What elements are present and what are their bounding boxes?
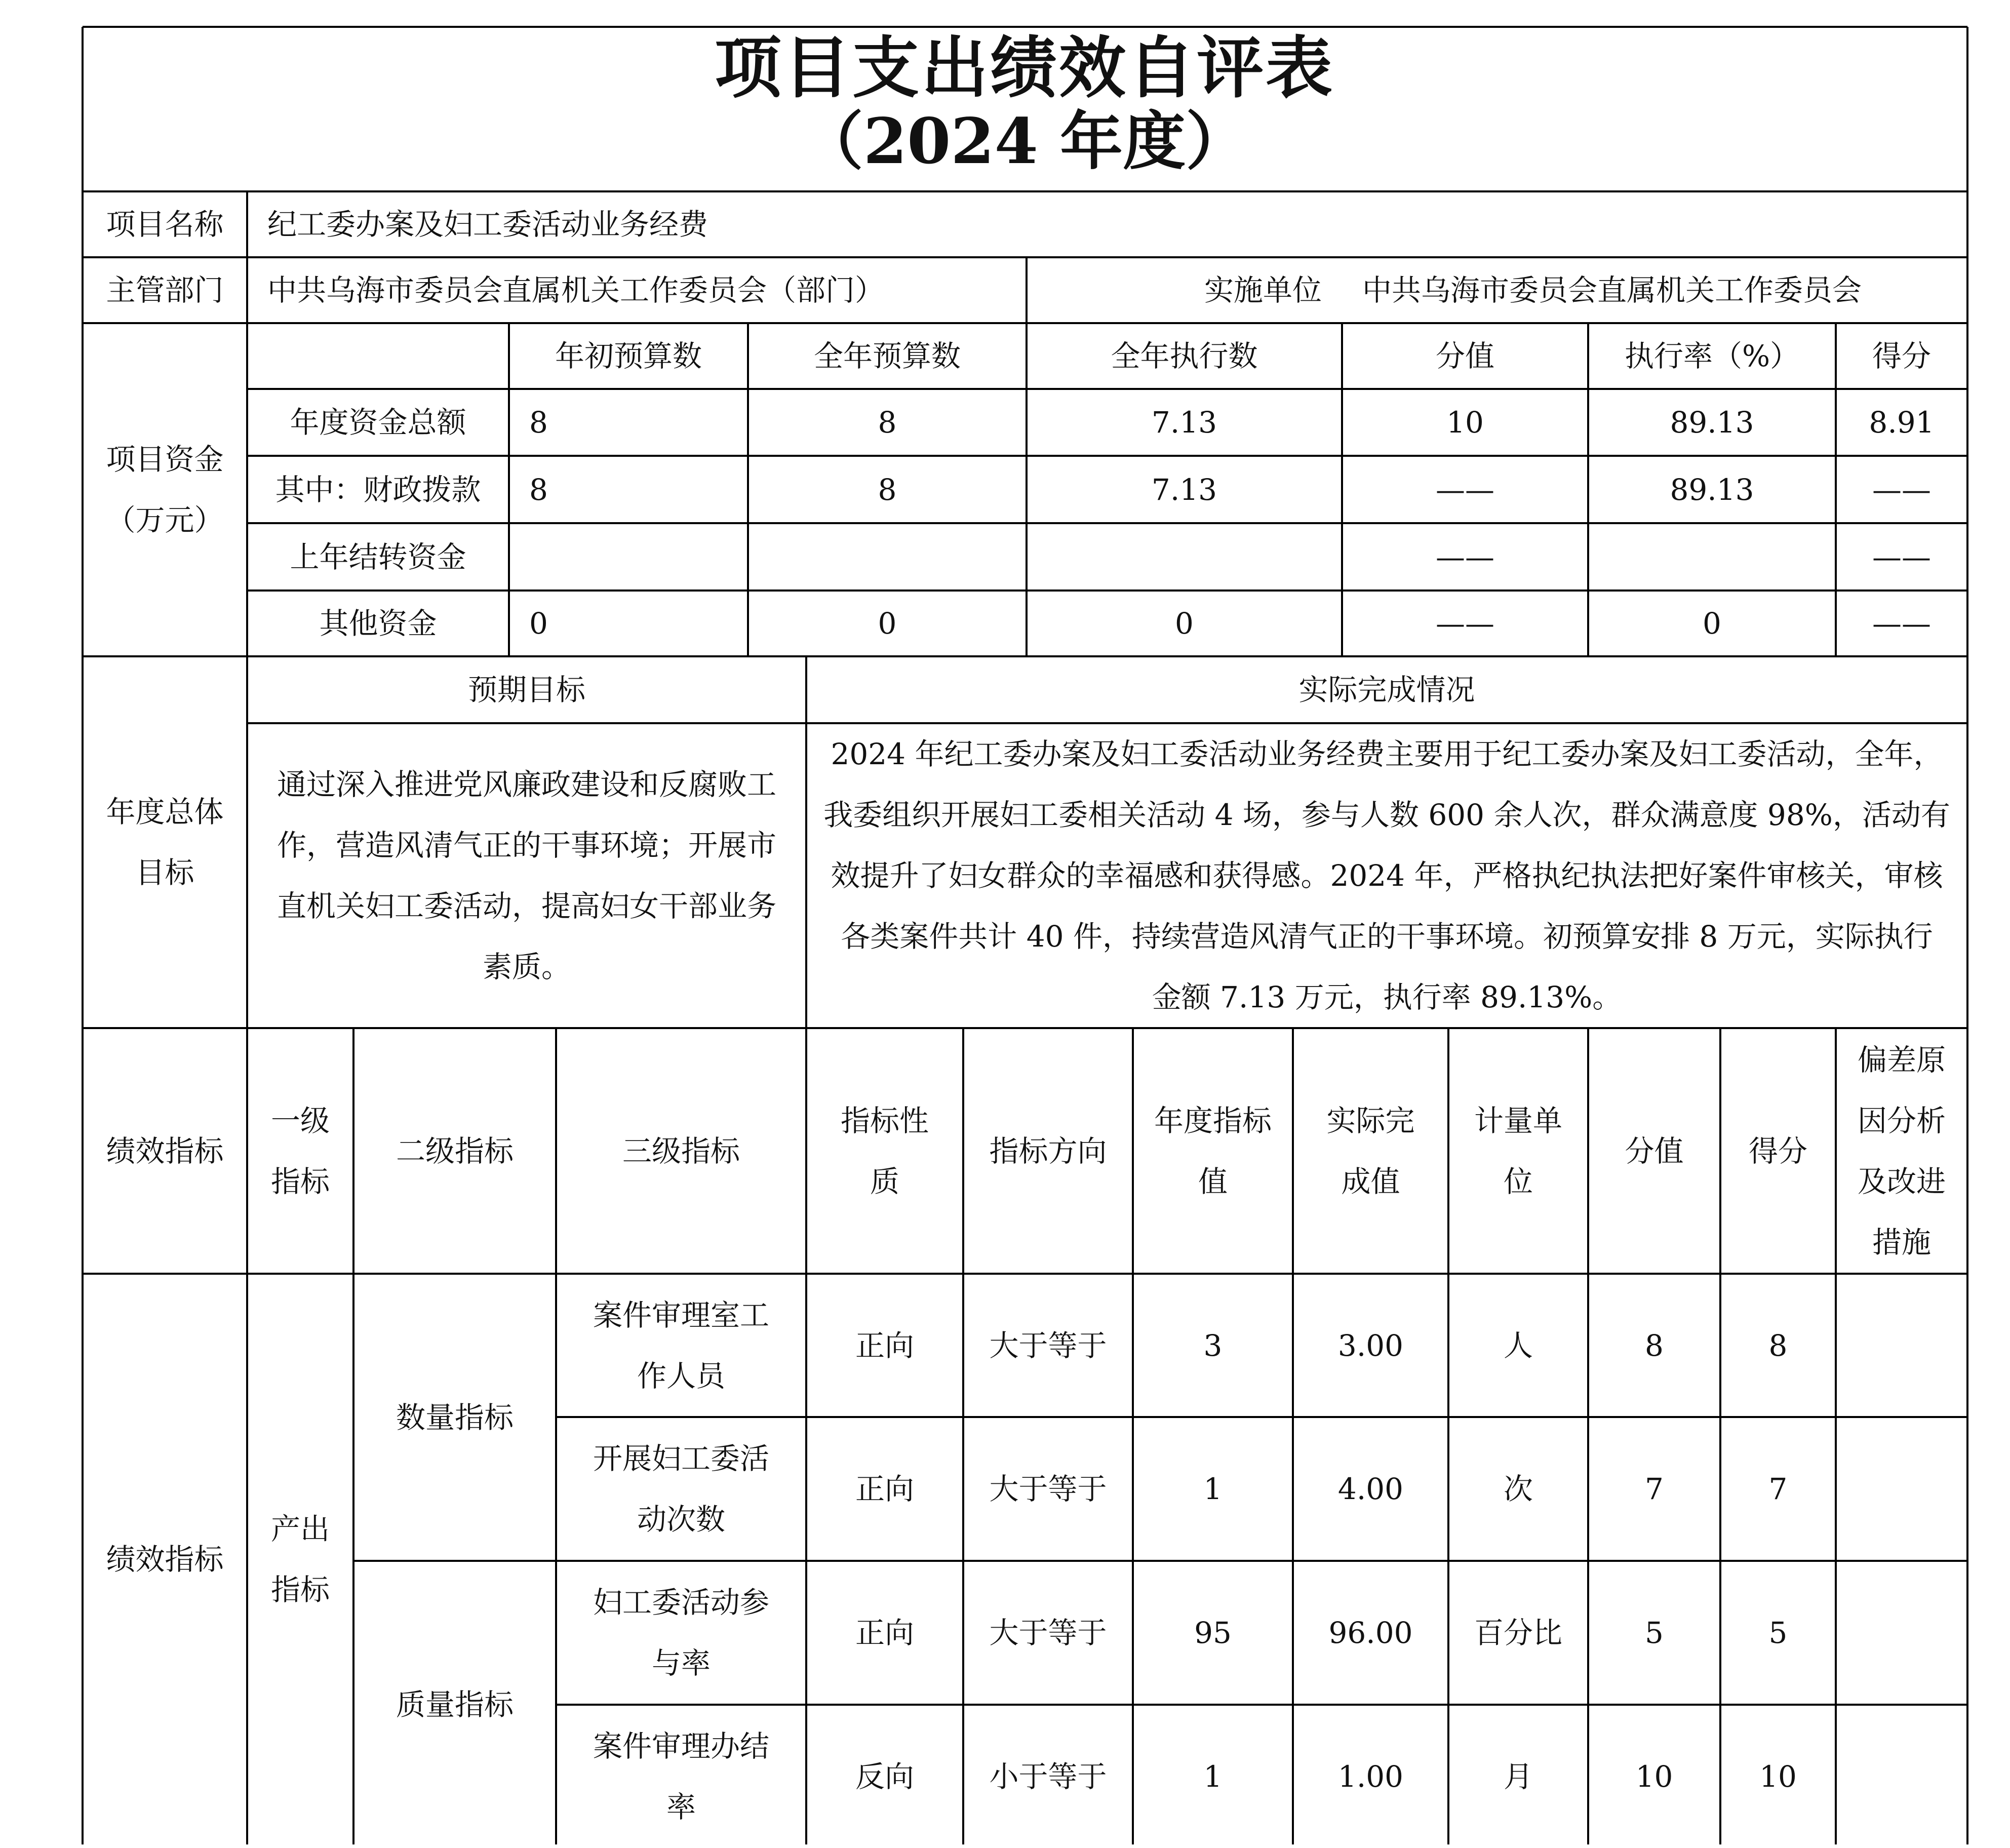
impl-unit-value: 中共乌海市委员会直属机关工作委员会 [1362, 273, 1862, 307]
header-level3: 三级指标 [622, 1133, 740, 1168]
header-deviation-line: 及改进 [1857, 1164, 1946, 1199]
funds-section-label [83, 323, 247, 656]
output-indicator-label [247, 1274, 353, 1844]
funds-cell: 7.13 [1151, 472, 1217, 507]
funds-cell: —— [1436, 539, 1494, 574]
indicator-level3-line: 与率 [651, 1645, 711, 1680]
form-subtitle: （2024 年度） [800, 105, 1249, 178]
header-level1-line: 一级 [270, 1103, 330, 1138]
expected-goal-line: 作，营造风清气正的干事环境；开展市 [277, 828, 776, 862]
goals-section-label [83, 656, 247, 1028]
indicator-score: 8 [1768, 1328, 1788, 1363]
funds-row-label: 其中：财政拨款 [275, 472, 481, 507]
indicator-direction: 大于等于 [989, 1328, 1107, 1363]
impl-unit-label: 实施单位 [1204, 273, 1322, 307]
indicator-actual: 4.00 [1337, 1471, 1404, 1506]
funds-cell: —— [1872, 472, 1931, 507]
actual-result-line: 金额 7.13 万元，执行率 89.13%。 [1152, 980, 1622, 1014]
header-level2: 二级指标 [396, 1133, 514, 1168]
indicator-target: 1 [1203, 1759, 1223, 1794]
indicator-direction: 大于等于 [989, 1615, 1107, 1650]
project-name-value: 纪工委办案及妇工委活动业务经费 [267, 207, 708, 242]
header-score: 得分 [1748, 1133, 1807, 1168]
header-nature [806, 1028, 963, 1274]
indicator-actual: 3.00 [1337, 1328, 1404, 1363]
indicators-section-label: 绩效指标 [106, 1133, 224, 1168]
expected-goal-line: 素质。 [482, 950, 571, 984]
actual-result-text [806, 723, 1967, 1028]
header-actual-line: 成值 [1341, 1164, 1400, 1199]
funds-cell: 8 [529, 472, 548, 507]
indicator-level3-line: 作人员 [637, 1358, 725, 1393]
indicator-score-value: 10 [1635, 1759, 1673, 1794]
funds-header-score: 得分 [1872, 339, 1931, 373]
funds-cell [1588, 523, 1836, 591]
indicator-level3-line: 案件审理办结 [593, 1728, 769, 1763]
funds-header-executed: 全年执行数 [1111, 339, 1258, 373]
funds-row-label: 其他资金 [319, 606, 437, 641]
funds-label-line2: （万元） [106, 503, 224, 537]
header-unit-line: 位 [1503, 1164, 1533, 1199]
header-level1-line: 指标 [270, 1164, 330, 1199]
indicator-level3 [556, 1561, 806, 1704]
funds-cell: 0 [1703, 606, 1721, 641]
header-unit-line: 计量单 [1474, 1103, 1562, 1138]
header-actual [1293, 1028, 1448, 1274]
funds-cell: 0 [529, 606, 548, 641]
funds-cell: —— [1436, 606, 1494, 641]
indicator-level3-line: 动次数 [637, 1502, 725, 1537]
header-target-line: 值 [1198, 1164, 1228, 1199]
funds-cell: 89.13 [1670, 472, 1754, 507]
project-name-label: 项目名称 [106, 207, 224, 242]
funds-label-line1: 项目资金 [106, 442, 224, 477]
indicator-target: 1 [1203, 1471, 1223, 1506]
header-nature-line: 质 [870, 1164, 899, 1199]
funds-cell: 10 [1446, 405, 1484, 440]
funds-cell: —— [1872, 606, 1931, 641]
header-nature-line: 指标性 [840, 1103, 929, 1138]
funds-cell: 8.91 [1869, 405, 1935, 440]
indicator-nature: 正向 [855, 1328, 914, 1363]
indicator-direction: 小于等于 [989, 1759, 1107, 1794]
funds-cell: 0 [1175, 606, 1194, 641]
indicator-deviation [1836, 1561, 1967, 1704]
goals-label-line2: 目标 [135, 855, 194, 890]
indicator-deviation [1836, 1417, 1967, 1560]
form-title: 项目支出绩效自评表 [715, 29, 1334, 107]
quality-indicator-label: 质量指标 [396, 1687, 514, 1722]
indicator-actual: 96.00 [1328, 1615, 1413, 1650]
funds-cell [748, 523, 1027, 591]
actual-result-header: 实际完成情况 [1298, 673, 1475, 707]
indicator-score: 5 [1768, 1615, 1788, 1650]
funds-header-exec-rate: 执行率（%） [1624, 339, 1800, 373]
indicator-score: 10 [1759, 1759, 1797, 1794]
indicator-target: 95 [1194, 1615, 1232, 1650]
header-score-value: 分值 [1625, 1133, 1684, 1168]
funds-cell: 89.13 [1670, 405, 1754, 440]
funds-cell [1027, 523, 1342, 591]
indicator-score: 7 [1768, 1471, 1788, 1506]
actual-result-line: 各类案件共计 40 件，持续营造风清气正的干事环境。初预算安排 8 万元，实际执行 [841, 919, 1933, 954]
indicator-direction: 大于等于 [989, 1471, 1107, 1506]
indicator-level3-line: 妇工委活动参 [593, 1585, 769, 1620]
funds-cell: 8 [529, 405, 548, 440]
indicator-nature: 正向 [855, 1471, 914, 1506]
indicator-level3-line: 开展妇工委活 [593, 1441, 769, 1476]
funds-header-score-value: 分值 [1435, 339, 1494, 373]
expected-goal-line: 直机关妇工委活动，提高妇女干部业务 [277, 889, 776, 923]
header-level1 [247, 1028, 353, 1274]
indicator-level3 [556, 1417, 806, 1560]
funds-header-annual-budget: 全年预算数 [813, 339, 961, 373]
funds-row-label: 年度资金总额 [290, 405, 466, 440]
funds-cell: 8 [878, 472, 897, 507]
header-direction: 指标方向 [989, 1133, 1107, 1168]
indicator-score-value: 8 [1645, 1328, 1664, 1363]
indicator-level3 [556, 1705, 806, 1848]
header-target-line: 年度指标 [1154, 1103, 1272, 1138]
header-unit [1448, 1028, 1588, 1274]
funds-cell: 8 [878, 405, 897, 440]
indicator-deviation [1836, 1705, 1967, 1848]
indicator-deviation [1836, 1274, 1967, 1417]
funds-cell: —— [1436, 472, 1494, 507]
actual-result-line: 我委组织开展妇工委相关活动 4 场，参与人数 600 余人次，群众满意度 98%，活动有 [823, 798, 1950, 832]
indicator-unit: 月 [1503, 1759, 1533, 1794]
quantity-indicator-label: 数量指标 [396, 1400, 514, 1435]
actual-result-line: 2024 年纪工委办案及妇工委活动业务经费主要用于纪工委办案及妇工委活动，全年， [831, 737, 1943, 771]
indicator-actual: 1.00 [1337, 1759, 1404, 1794]
expected-goal-text [247, 723, 806, 1028]
indicator-level3-line: 率 [666, 1789, 696, 1824]
output-indicator-line: 产出 [270, 1511, 330, 1546]
indicator-nature: 反向 [855, 1759, 914, 1794]
expected-goal-line: 通过深入推进党风廉政建设和反腐败工 [277, 767, 776, 802]
dept-value: 中共乌海市委员会直属机关工作委员会（部门） [267, 273, 885, 307]
funds-row-label: 上年结转资金 [290, 539, 466, 574]
dept-label: 主管部门 [106, 273, 224, 307]
funds-cell: —— [1872, 539, 1931, 574]
indicator-score-value: 7 [1645, 1471, 1664, 1506]
funds-header-initial-budget: 年初预算数 [555, 339, 702, 373]
funds-cell: 0 [878, 606, 897, 641]
goals-label-line1: 年度总体 [106, 795, 224, 829]
header-deviation [1836, 1028, 1967, 1274]
indicator-unit: 百分比 [1474, 1615, 1562, 1650]
header-target [1133, 1028, 1293, 1274]
funds-cell [509, 523, 748, 591]
indicator-target: 3 [1203, 1328, 1223, 1363]
actual-result-line: 效提升了妇女群众的幸福感和获得感。2024 年，严格执纪执法把好案件审核关，审核 [831, 858, 1943, 893]
output-indicator-line: 指标 [270, 1572, 330, 1607]
indicators-body-label: 绩效指标 [106, 1542, 224, 1577]
header-deviation-line: 因分析 [1857, 1103, 1946, 1138]
indicator-nature: 正向 [855, 1615, 914, 1650]
funds-cell: 7.13 [1151, 405, 1217, 440]
header-actual-line: 实际完 [1326, 1103, 1415, 1138]
indicator-level3 [556, 1274, 806, 1417]
header-deviation-line: 偏差原 [1857, 1042, 1946, 1077]
indicator-score-value: 5 [1645, 1615, 1664, 1650]
indicator-unit: 人 [1503, 1328, 1533, 1363]
indicator-unit: 次 [1503, 1471, 1533, 1506]
expected-goal-header: 预期目标 [467, 673, 585, 707]
indicator-level3-line: 案件审理室工 [593, 1297, 769, 1332]
header-deviation-line: 措施 [1872, 1225, 1931, 1260]
